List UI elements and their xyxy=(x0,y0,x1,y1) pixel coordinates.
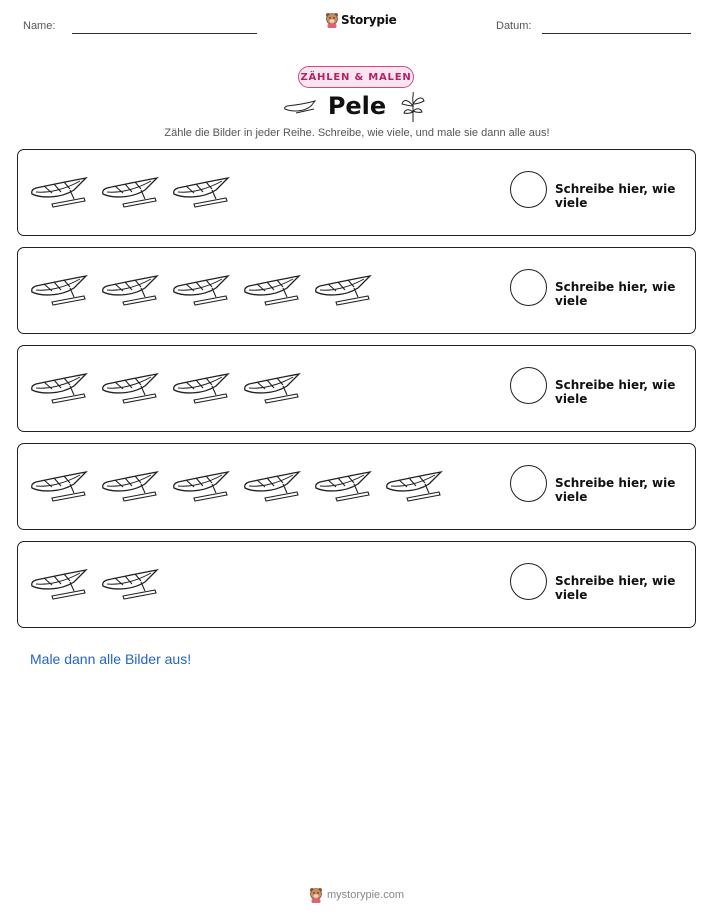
bear-logo-icon xyxy=(309,887,323,903)
answer-circle[interactable] xyxy=(510,563,547,600)
canoe-icon[interactable] xyxy=(385,462,443,504)
canoe-icon[interactable] xyxy=(243,462,301,504)
canoe-icon[interactable] xyxy=(101,266,159,308)
site-footer xyxy=(309,887,404,903)
canoe-icon[interactable] xyxy=(30,462,88,504)
canoe-icon[interactable] xyxy=(101,560,159,602)
counting-row xyxy=(17,443,696,530)
counting-row xyxy=(17,247,696,334)
answer-label: Schreibe hier, wie viele xyxy=(555,280,676,308)
answer-label: Schreibe hier, wie viele xyxy=(555,378,676,406)
canoe-icon[interactable] xyxy=(314,462,372,504)
activity-badge: ZÄHLEN & MALEN xyxy=(298,66,414,88)
name-line[interactable] xyxy=(72,33,257,34)
instructions: Zähle die Bilder in jeder Reihe. Schreibe, wie viele, und male sie dann alle aus! xyxy=(164,127,550,139)
canoe-icon[interactable] xyxy=(172,266,230,308)
counting-row xyxy=(17,345,696,432)
canoe-group xyxy=(30,266,372,308)
counting-row xyxy=(17,541,696,628)
canoe-icon[interactable] xyxy=(30,364,88,406)
canoe-icon[interactable] xyxy=(314,266,372,308)
plant-icon xyxy=(400,92,426,122)
page-title: Pele xyxy=(327,92,387,120)
footer-note: Male dann alle Bilder aus! xyxy=(30,651,192,667)
canoe-icon[interactable] xyxy=(101,462,159,504)
date-label: Datum: xyxy=(496,20,532,32)
site-url: mystorypie.com xyxy=(327,889,405,901)
logo-text: Storypie xyxy=(341,13,397,27)
canoe-icon[interactable] xyxy=(172,168,230,210)
canoe-icon[interactable] xyxy=(243,364,301,406)
answer-circle[interactable] xyxy=(510,367,547,404)
name-label: Name: xyxy=(23,20,56,32)
counting-row xyxy=(17,149,696,236)
canoe-group xyxy=(30,364,301,406)
canoe-group xyxy=(30,560,159,602)
answer-label: Schreibe hier, wie viele xyxy=(555,476,676,504)
canoe-icon[interactable] xyxy=(30,168,88,210)
answer-label: Schreibe hier, wie viele xyxy=(555,574,676,602)
bear-logo-icon xyxy=(325,12,339,28)
canoe-icon[interactable] xyxy=(30,266,88,308)
canoe-icon[interactable] xyxy=(101,168,159,210)
answer-circle[interactable] xyxy=(510,171,547,208)
canoe-icon[interactable] xyxy=(172,462,230,504)
canoe-icon[interactable] xyxy=(172,364,230,406)
answer-circle[interactable] xyxy=(510,465,547,502)
canoe-icon[interactable] xyxy=(243,266,301,308)
canoe-group xyxy=(30,462,443,504)
answer-label: Schreibe hier, wie viele xyxy=(555,182,676,210)
date-line[interactable] xyxy=(542,33,691,34)
canoe-icon[interactable] xyxy=(30,560,88,602)
canoe-group xyxy=(30,168,230,210)
storypie-logo xyxy=(325,12,397,28)
answer-circle[interactable] xyxy=(510,269,547,306)
canoe-icon[interactable] xyxy=(101,364,159,406)
